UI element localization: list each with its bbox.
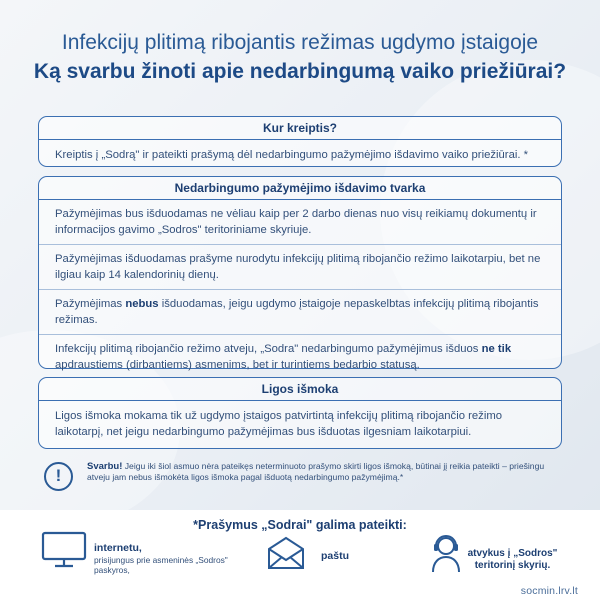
option-online-title: internetu,: [94, 542, 142, 554]
submission-title: *Prašymus „Sodrai" galima pateikti:: [193, 518, 407, 532]
procedure-item-2: Pažymėjimas išduodamas prašyme nurodytu infekcijų plitimą ribojančio režimo laikotarpiu, bet ne ilgiau kaip 14 kalendorinių dienų.: [39, 244, 561, 289]
where-to-apply-text: Kreiptis į „Sodrą" ir pateikti prašymą dėl nedarbingumo pažymėjimo išdavimo vaiko priežiūrai. *: [55, 149, 529, 161]
sickness-benefit-title: Ligos išmoka: [39, 378, 561, 401]
exclamation-icon: !: [44, 462, 73, 491]
footer-site: socmin.lrv.lt: [520, 585, 578, 597]
computer-monitor-icon: [40, 530, 88, 570]
customer-service-icon: [430, 532, 462, 574]
important-body: Jeigu iki šiol asmuo nėra pateikęs neterminuoto prašymo skirti ligos išmoką, būtinai jį reikia pateikti – priešingu atveju jam nebus išmokėta ligos išmoka pagal išduotą nedarbingumo pažymėjimą.*: [87, 461, 545, 483]
important-text: [87, 461, 557, 483]
procedure-item-3-text: Pažymėjimas: [55, 298, 126, 310]
option-mail-title: paštu: [321, 550, 350, 562]
page-title: Ką svarbu žinoti apie nedarbingumą vaiko priežiūrai?: [33, 60, 567, 83]
envelope-icon: [265, 535, 307, 571]
important-label: Svarbu!: [87, 461, 123, 472]
option-mail: [265, 535, 385, 580]
option-online-sub: prisijungus prie asmeninės „Sodros" paskyros,: [94, 555, 228, 576]
where-to-apply-title: Kur kreiptis?: [39, 117, 561, 140]
option-online: [40, 530, 240, 580]
sickness-benefit-text: Ligos išmoka mokama tik už ugdymo įstaigos patvirtintą infekcijų plitimą ribojančio režimo laikotarpį, net jeigu nedarbingumo pažymėjimas bus išduotas ilgesniam laikotarpiui.: [55, 410, 503, 438]
procedure-item-4-emphasis: ne tik: [481, 343, 512, 355]
procedure-title: Nedarbingumo pažymėjimo išdavimo tvarka: [39, 177, 561, 200]
procedure-box: [38, 176, 562, 369]
procedure-item-3-emphasis: nebus: [125, 298, 159, 310]
procedure-item-4-text: Infekcijų plitimą ribojančio režimo atveju, „Sodra" nedarbingumo pažymėjimus išduos: [55, 343, 482, 355]
option-office: [430, 532, 590, 582]
option-office-title: atvykus į „Sodros" teritorinį skyrių.: [467, 548, 558, 571]
page-subtitle: Infekcijų plitimą ribojantis režimas ugdymo įstaigoje: [61, 31, 539, 54]
sickness-benefit-box: [38, 377, 562, 449]
procedure-item-3: [39, 289, 561, 334]
where-to-apply-box: [38, 116, 562, 167]
header: [0, 30, 600, 86]
procedure-item-4-text-end: apdraustiems (dirbantiems) asmenims, bet ir turintiems bedarbio statusą.: [55, 358, 420, 371]
procedure-item-3-text-end: išduodamas, jeigu ugdymo įstaigoje nepaskelbtas infekcijų plitimą ribojantis režimas.: [55, 298, 539, 326]
procedure-item-4: [39, 334, 561, 379]
important-notice: [44, 458, 564, 502]
procedure-item-1: Pažymėjimas bus išduodamas ne vėliau kaip per 2 darbo dienas nuo visų reikiamų dokumentų ir informacijos gavimo „Sodros" teritoriniame skyriuje.: [55, 208, 537, 236]
